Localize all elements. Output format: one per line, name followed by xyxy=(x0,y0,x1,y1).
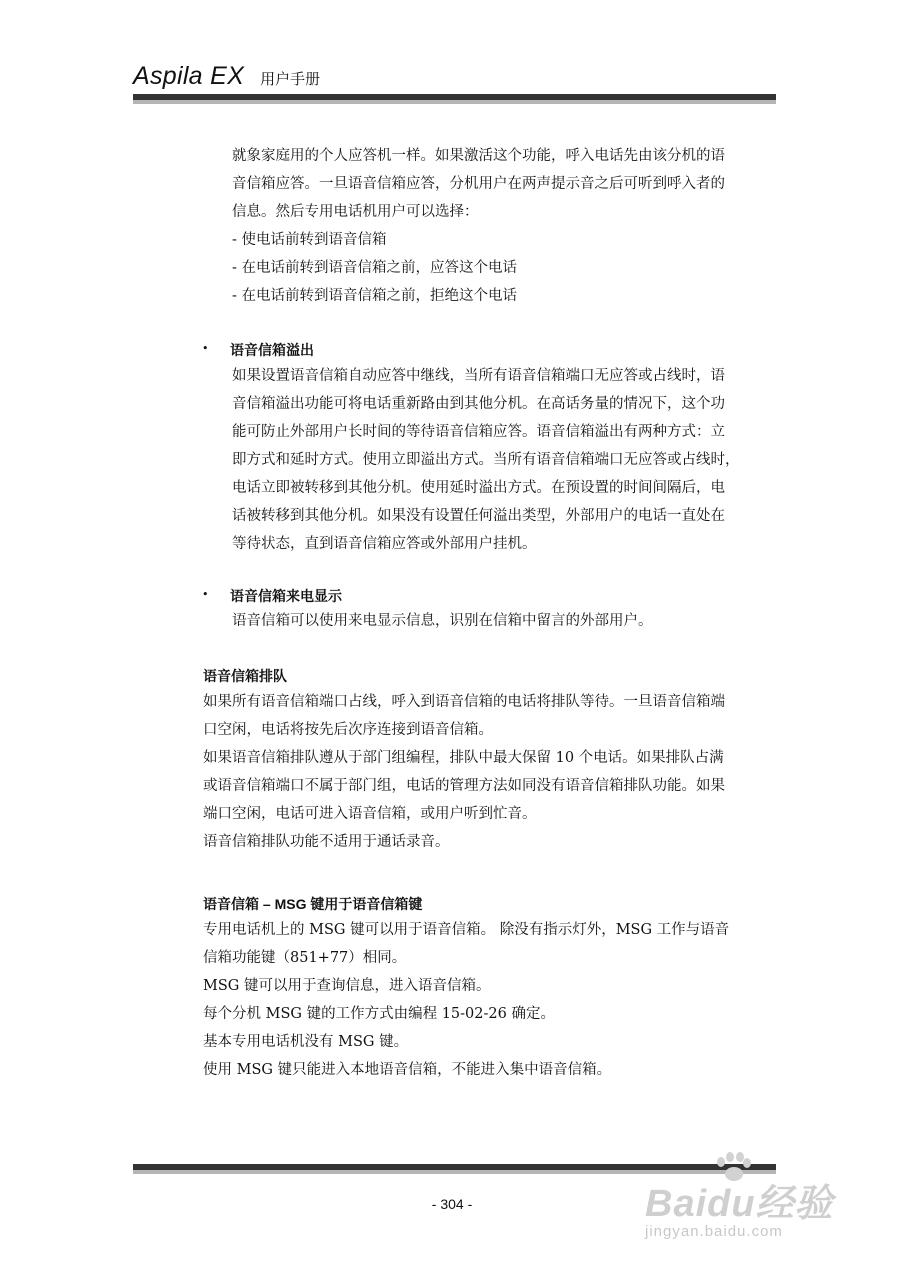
text-line: 音信箱应答。一旦语音信箱应答，分机用户在两声提示音之后可听到呼入者的 xyxy=(232,176,725,192)
text-line: 等待状态，直到语音信箱应答或外部用户挂机。 xyxy=(232,536,537,552)
text-line: 基本专用电话机没有 MSG 键。 xyxy=(203,1034,409,1050)
text-line: 能可防止外部用户长时间的等待语音信箱应答。语音信箱溢出有两种方式：立 xyxy=(232,424,725,440)
text-line: 语音信箱排队功能不适用于通话录音。 xyxy=(203,834,450,850)
text-line: - 在电话前转到语音信箱之前，应答这个电话 xyxy=(232,260,518,276)
text-line: 或语音信箱端口不属于部门组，电话的管理方法如同没有语音信箱排队功能。如果 xyxy=(203,778,725,794)
paw-icon xyxy=(713,1152,753,1182)
text-line: 话被转移到其他分机。如果没有设置任何溢出类型，外部用户的电话一直处在 xyxy=(232,508,725,524)
text-line: 如果所有语音信箱端口占线，呼入到语音信箱的电话将排队等待。一旦语音信箱端 xyxy=(203,694,725,710)
text-line: 语音信箱可以使用来电显示信息，识别在信箱中留言的外部用户。 xyxy=(232,613,653,629)
manual-title: 用户手册 xyxy=(260,71,321,88)
text-line: 专用电话机上的 MSG 键可以用于语音信箱。 除没有指示灯外，MSG 工作与语音 xyxy=(203,922,730,938)
text-line: 端口空闲，电话可进入语音信箱，或用户听到忙音。 xyxy=(203,806,537,822)
text-line: - 在电话前转到语音信箱之前，拒绝这个电话 xyxy=(232,288,518,304)
text-line: 音信箱溢出功能可将电话重新路由到其他分机。在高话务量的情况下，这个功 xyxy=(232,396,725,412)
text-line: 使用 MSG 键只能进入本地语音信箱，不能进入集中语音信箱。 xyxy=(203,1062,612,1078)
text-line: 信息。然后专用电话机用户可以选择： xyxy=(232,204,479,220)
running-header xyxy=(133,62,320,91)
product-name: Aspila EX xyxy=(133,62,245,90)
bullet-icon: • xyxy=(202,342,209,355)
watermark-url: jingyan.baidu.com xyxy=(645,1223,783,1240)
queue-heading: 语音信箱排队 xyxy=(203,668,287,684)
text-line: 如果语音信箱排队遵从于部门组编程，排队中最大保留 10 个电话。如果排队占满 xyxy=(203,750,724,766)
text-line: 口空闲，电话将按先后次序连接到语音信箱。 xyxy=(203,722,493,738)
personal-answer-section xyxy=(232,142,725,310)
text-line: 信箱功能键（851+77）相同。 xyxy=(203,950,407,966)
text-line: 即方式和延时方式。使用立即溢出方式。当所有语音信箱端口无应答或占线时， xyxy=(232,452,740,468)
bullet-icon: • xyxy=(202,588,209,601)
text-line: 电话立即被转移到其他分机。使用延时溢出方式。在预设置的时间间隔后，电 xyxy=(232,480,725,496)
callerid-heading: 语音信箱来电显示 xyxy=(230,588,342,604)
baidu-watermark xyxy=(645,1160,855,1240)
queue-paragraph xyxy=(203,688,725,856)
header-rule-light xyxy=(133,100,776,104)
text-line: 就象家庭用的个人应答机一样。如果激活这个功能，呼入电话先由该分机的语 xyxy=(232,148,725,164)
overflow-paragraph xyxy=(232,362,740,558)
msg-heading: 语音信箱 – MSG 键用于语音信箱键 xyxy=(203,896,423,912)
text-line: 如果设置语音信箱自动应答中继线，当所有语音信箱端口无应答或占线时，语 xyxy=(232,368,725,384)
msg-paragraph xyxy=(203,916,729,1084)
page-number: - 304 - xyxy=(431,1196,473,1212)
text-line: - 使电话前转到语音信箱 xyxy=(232,232,387,248)
overflow-heading: 语音信箱溢出 xyxy=(230,342,314,358)
watermark-logo: Baidu经验 xyxy=(645,1183,834,1225)
text-line: MSG 键可以用于查询信息，进入语音信箱。 xyxy=(203,978,491,994)
callerid-paragraph xyxy=(232,607,653,635)
text-line: 每个分机 MSG 键的工作方式由编程 15-02-26 确定。 xyxy=(203,1006,555,1022)
